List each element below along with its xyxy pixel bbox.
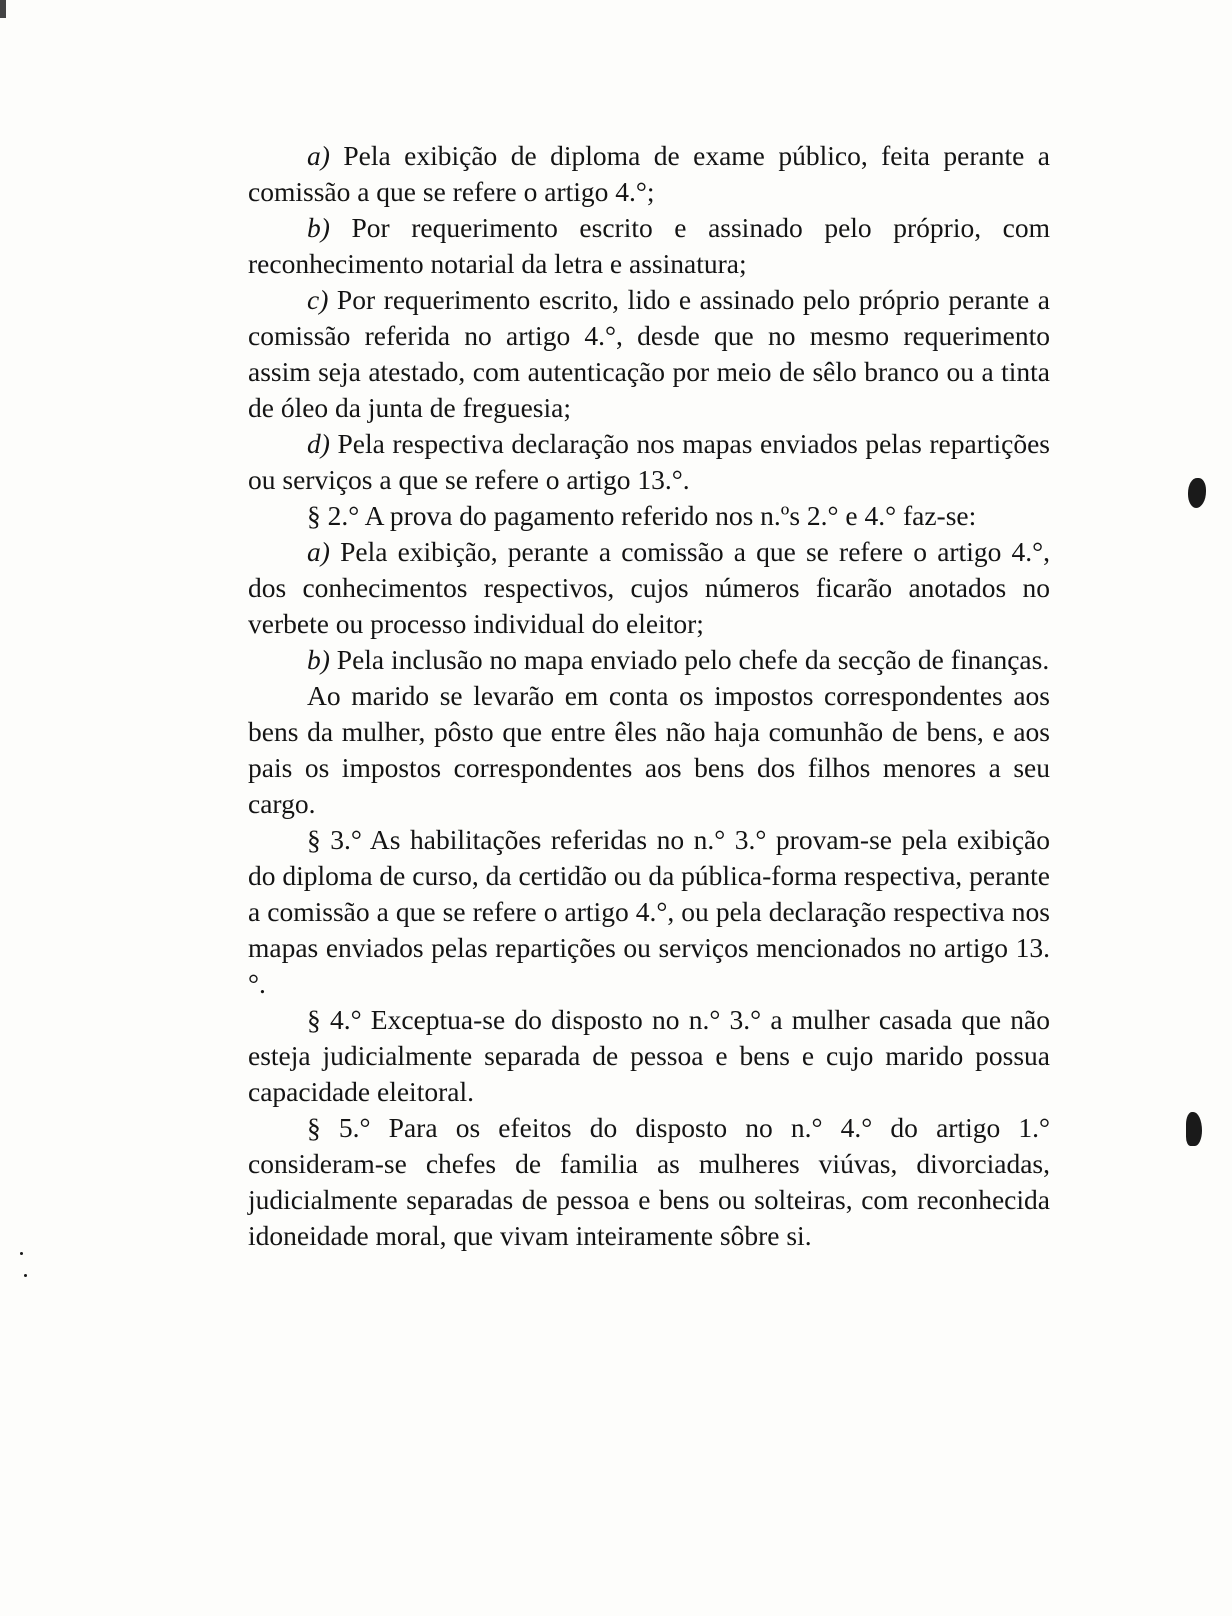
paragraph-section-4	[248, 1002, 1050, 1110]
paragraph-section-5	[248, 1110, 1050, 1254]
paragraph-label: d)	[307, 428, 330, 459]
paragraph-label: c)	[307, 284, 329, 315]
paragraph-text: § 5.° Para os efeitos do disposto no n.° 4.° do artigo 1.° consideram-se chefes de familia as mulheres viúvas, divorciadas, judicialmente separadas de pessoa e bens ou solteiras, com reconhecida idoneidade moral, que vivam inteiramente sôbre si.	[248, 1112, 1050, 1251]
document-body	[248, 138, 1050, 1254]
paragraph-husband-taxes	[248, 678, 1050, 822]
paragraph-item-c-read-request	[248, 282, 1050, 426]
paragraph-section-3	[248, 822, 1050, 1002]
punch-hole-mark	[1186, 1112, 1202, 1146]
paragraph-item-a-exam	[248, 138, 1050, 210]
paragraph-text: § 4.° Exceptua-se do disposto no n.° 3.° a mulher casada que não esteja judicialmente separada de pessoa e bens e cujo marido possua capacidade eleitoral.	[248, 1004, 1050, 1107]
paragraph-item-b-finance-map	[248, 642, 1050, 678]
paragraph-label: a)	[307, 536, 330, 567]
paragraph-item-d-declaration	[248, 426, 1050, 498]
paragraph-section-2	[248, 498, 1050, 534]
paragraph-text: Pela inclusão no mapa enviado pelo chefe da secção de finanças.	[329, 644, 1050, 675]
paragraph-text: Por requerimento escrito e assinado pelo próprio, com reconhecimento notarial da letra e assinatura;	[248, 212, 1050, 279]
paragraph-text: § 3.° As habilitações referidas no n.° 3.° provam-se pela exibição do diploma de curso, da certidão ou da pública-forma respectiva, perante a comissão a que se refere o artigo 4.°, ou pela declaração respectiva nos mapas enviados pelas repartições ou serviços mencionados no artigo 13.°.	[248, 824, 1050, 999]
scan-speck	[24, 1274, 27, 1277]
paragraph-label: b)	[307, 212, 330, 243]
punch-hole-mark	[1188, 478, 1206, 508]
paragraph-label: a)	[307, 140, 330, 171]
scan-edge-mark	[0, 0, 6, 18]
paragraph-text: § 2.° A prova do pagamento referido nos n.ºs 2.° e 4.° faz-se:	[307, 500, 977, 531]
paragraph-label: b)	[307, 644, 330, 675]
paragraph-text: Ao marido se levarão em conta os impostos correspondentes aos bens da mulher, pôsto que entre êles não haja comunhão de bens, e aos pais os impostos correspondentes aos bens dos filhos menores a seu cargo.	[248, 680, 1050, 819]
paragraph-text: Pela respectiva declaração nos mapas enviados pelas repartições ou serviços a que se refere o artigo 13.°.	[248, 428, 1050, 495]
paragraph-text: Pela exibição de diploma de exame público, feita perante a comissão a que se refere o artigo 4.°;	[248, 140, 1050, 207]
scan-speck	[20, 1252, 23, 1255]
paragraph-text: Por requerimento escrito, lido e assinado pelo próprio perante a comissão referida no artigo 4.°, desde que no mesmo requerimento assim seja atestado, com autenticação por meio de sêlo branco ou a tinta de óleo da junta de freguesia;	[248, 284, 1050, 423]
paragraph-text: Pela exibição, perante a comissão a que se refere o artigo 4.°, dos conhecimentos respectivos, cujos números ficarão anotados no verbete ou processo individual do eleitor;	[248, 536, 1050, 639]
paragraph-item-a-receipts	[248, 534, 1050, 642]
paragraph-item-b-written-request	[248, 210, 1050, 282]
